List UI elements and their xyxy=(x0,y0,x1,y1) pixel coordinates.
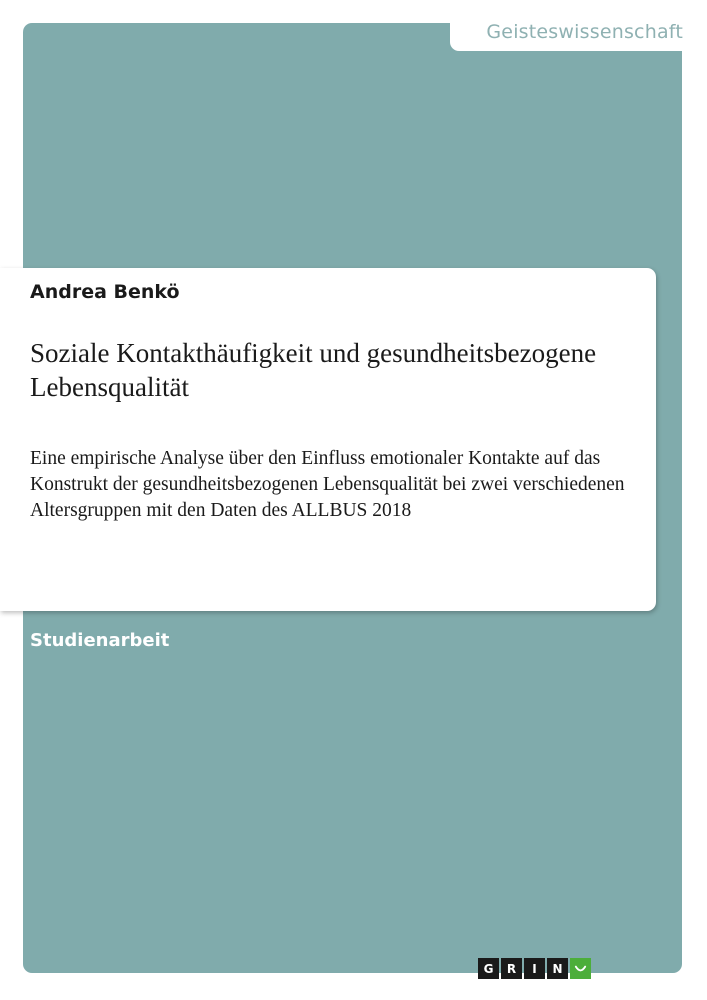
book-title: Soziale Kontakthäufigkeit und gesundheitsbezogene Lebensqualität xyxy=(30,338,597,402)
category-label: Geisteswissenschaft xyxy=(486,21,683,43)
author-name: Andrea Benkö xyxy=(30,281,180,303)
publisher-logo xyxy=(478,958,591,979)
logo-letter-r: R xyxy=(501,958,522,979)
document-type-label: Studienarbeit xyxy=(30,630,170,651)
smile-icon xyxy=(570,958,591,979)
book-subtitle: Eine empirische Analyse über den Einfluss emotionaler Kontakte auf das Konstrukt der gesundheitsbezogenen Lebensqualität bei zwei verschiedenen Altersgruppen mit den Daten des ALLBUS 2018 xyxy=(30,448,625,521)
logo-letter-n: N xyxy=(547,958,568,979)
title-card xyxy=(0,268,656,611)
logo-letter-g: G xyxy=(478,958,499,979)
logo-letter-i: I xyxy=(524,958,545,979)
